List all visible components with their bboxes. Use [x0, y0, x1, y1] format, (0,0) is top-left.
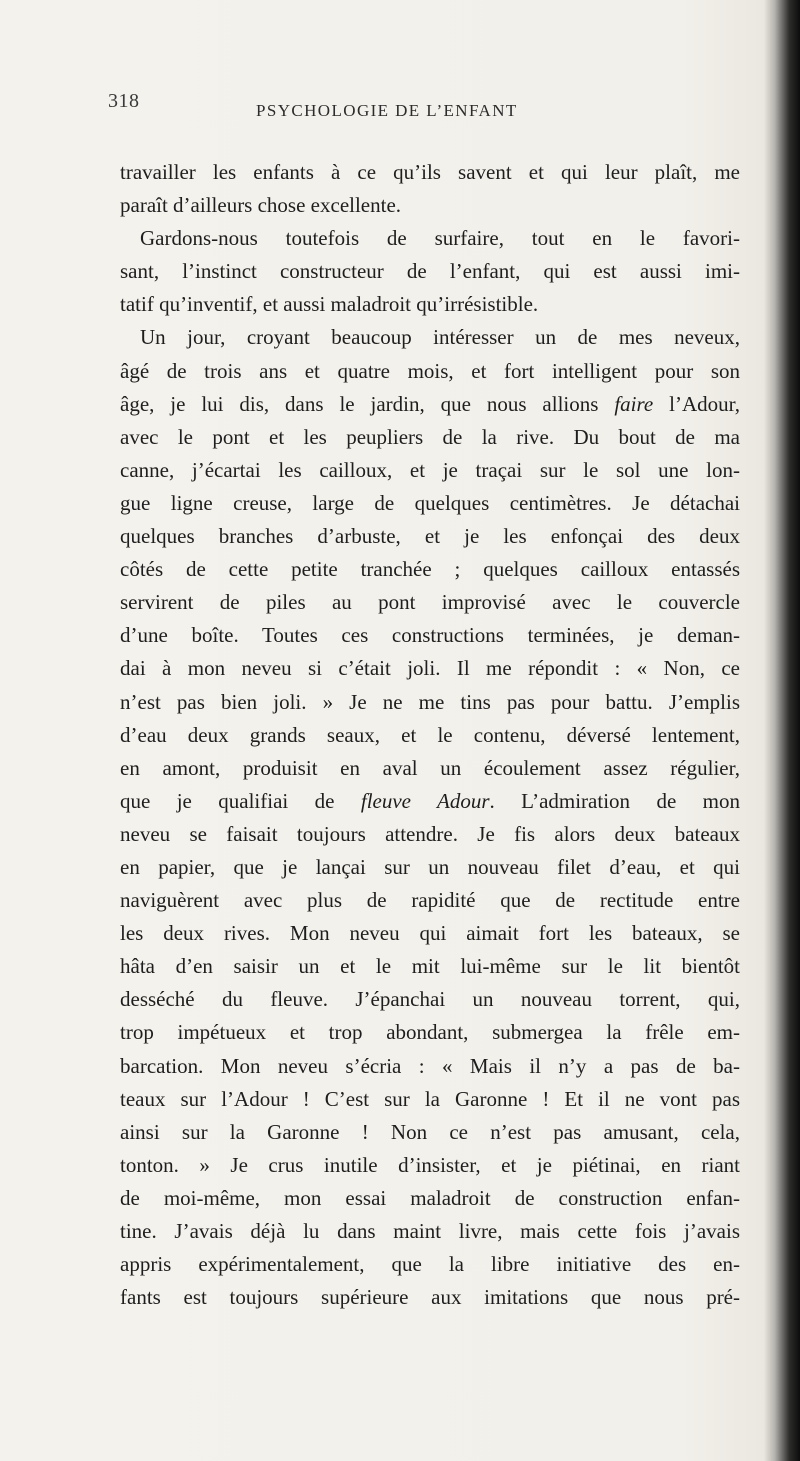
text-segment: que je qualifiai de: [120, 788, 335, 813]
text-line: ainsi sur la Garonne ! Non ce n’est pas amusant, cela,: [120, 1119, 740, 1144]
text-line: paraît d’ailleurs chose excellente.: [120, 193, 402, 218]
text-segment: . L’admiration de mon: [489, 788, 740, 813]
text-line: dai à mon neveu si c’était joli. Il me répondit : « Non, ce: [120, 656, 740, 681]
text-line: tonton. » Je crus inutile d’insister, et je piétinai, en riant: [120, 1152, 740, 1177]
body-text: [120, 156, 740, 1314]
italic-word: faire: [614, 391, 654, 416]
text-line: les deux rives. Mon neveu qui aimait fort les bateaux, se: [120, 921, 740, 946]
text-line: appris expérimentalement, que la libre initiative des en-: [120, 1252, 740, 1277]
text-line: [120, 388, 740, 421]
text-line: desséché du fleuve. J’épanchai un nouveau torrent, qui,: [120, 987, 740, 1012]
text-segment: l’Adour,: [653, 391, 741, 416]
text-line: servirent de piles au pont improvisé avec le couvercle: [120, 590, 740, 615]
page-edge-shadow: [764, 0, 800, 1461]
text-line: de moi-même, mon essai maladroit de construction enfan-: [120, 1185, 740, 1210]
text-line: sant, l’instinct constructeur de l’enfant, qui est aussi imi-: [120, 259, 740, 284]
text-line: Un jour, croyant beaucoup intéresser un de mes neveux,: [140, 325, 740, 350]
text-line: canne, j’écartai les cailloux, et je traçai sur le sol une lon-: [120, 457, 740, 482]
text-line: neveu se faisait toujours attendre. Je fis alors deux bateaux: [120, 821, 740, 846]
text-line: naviguèrent avec plus de rapidité que de rectitude entre: [120, 888, 740, 913]
page-number: 318: [108, 90, 140, 112]
text-line: hâta d’en saisir un et le mit lui-même sur le lit bientôt: [120, 954, 740, 979]
text-line: trop impétueux et trop abondant, submergea la frêle em-: [120, 1020, 740, 1045]
text-line: [120, 785, 740, 818]
text-line: d’eau deux grands seaux, et le contenu, déversé lentement,: [120, 722, 740, 747]
text-line: en papier, que je lançai sur un nouveau filet d’eau, et qui: [120, 854, 740, 879]
text-line: avec le pont et les peupliers de la rive. Du bout de ma: [120, 424, 740, 449]
text-line: en amont, produisit en aval un écoulement assez régulier,: [120, 755, 740, 780]
text-line: n’est pas bien joli. » Je ne me tins pas pour battu. J’emplis: [120, 689, 740, 714]
text-line: tatif qu’inventif, et aussi maladroit qu’irrésistible.: [120, 292, 539, 317]
running-title: PSYCHOLOGIE DE L’ENFANT: [256, 101, 518, 120]
text-segment: âge, je lui dis, dans le jardin, que nous allions: [120, 391, 599, 416]
text-line: quelques branches d’arbuste, et je les enfonçai des deux: [120, 524, 740, 549]
text-line: gue ligne creuse, large de quelques centimètres. Je détachai: [120, 490, 740, 515]
text-line: fants est toujours supérieure aux imitations que nous pré-: [120, 1285, 740, 1310]
text-line: âgé de trois ans et quatre mois, et fort intelligent pour son: [120, 358, 740, 383]
text-line: teaux sur l’Adour ! C’est sur la Garonne ! Et il ne vont pas: [120, 1086, 740, 1111]
text-line: tine. J’avais déjà lu dans maint livre, mais cette fois j’avais: [120, 1219, 740, 1243]
text-line: Gardons-nous toutefois de surfaire, tout en le favori-: [140, 226, 740, 251]
text-line: d’une boîte. Toutes ces constructions terminées, je deman-: [120, 623, 740, 648]
italic-phrase: fleuve Adour: [360, 788, 490, 813]
text-line: côtés de cette petite tranchée ; quelques cailloux entassés: [120, 557, 740, 582]
text-line: barcation. Mon neveu s’écria : « Mais il n’y a pas de ba-: [120, 1053, 740, 1078]
text-line: travailler les enfants à ce qu’ils savent et qui leur plaît, me: [120, 160, 740, 184]
